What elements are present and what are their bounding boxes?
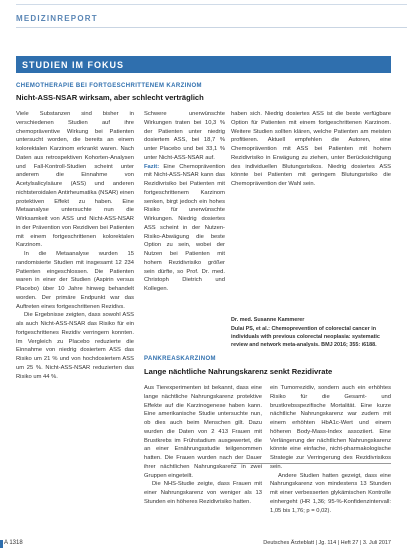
- top-rule: [16, 4, 407, 5]
- article1-col3-para1: haben sich. Niedrig dosiertes ASS ist die beste verfügbare Option für Patienten mit einem fortgeschrittenen Karzinom. Weitere Studien sollten klären, welche Patienten am meisten profitieren. Aktuell empfehlen die Autoren, eine Chemoprävention mit ASS bei Patienten mit hohem Rezidivrisiko in Erwägung zu ziehen, unter Berücksichtigung des individuellen Blutungsrisikos. Niedrig dosiertes ASS könnte bei Patienten mit geringem Blutungsrisiko die Chemoprävention der Wahl sein.: [231, 111, 391, 187]
- article1-col1-para2: In die Metaanalyse wurden 15 randomisierte Studien mit insgesamt 12 234 Patienten eingeschlossen. Die Patienten waren in einer der Studien (Aspirin versus Placebo) über 10 Jahre hinweg behandelt worden. Der primäre Endpunkt war das Auftreten eines fortgeschrittenen Rezidivs.: [16, 251, 134, 310]
- article2-col1-para2: Die NHS-Studie zeigte, dass Frauen mit einer Nahrungskarenz von weniger als 13 Stunden ein höheres Rezidivrisiko hatten.: [144, 481, 262, 505]
- article1-column1: [16, 110, 134, 530]
- article2-kicker: PANKREASKARZINOM: [144, 356, 216, 362]
- article2-col1-para1: Aus Tierexperimenten ist bekannt, dass eine lange nächtliche Nahrungskarenz protektive Effekte auf die Karzinogenese haben kann. Eine amerikanische Studie untersuchte nun, ob dies auch beim Menschen gilt. Dazu wurden die Daten von 2 413 Frauen mit Brustkrebs im Frühstadium ausgewertet, die an einer Ernährungsstudie teilgenommen hatten. Die Frauen wurden nach der Dauer ihrer nächtlichen Nahrungskarenz in zwei Gruppen eingeteilt.: [144, 385, 262, 479]
- article1-column2: [144, 110, 225, 292]
- article1-author: Dr. med. Susanne Kammerer: [231, 317, 305, 323]
- page-number: A 1318: [4, 540, 23, 546]
- section-divider: [16, 27, 407, 28]
- section-label: MEDIZINREPORT: [16, 14, 98, 23]
- article1-col1-para1: Viele Substanzen sind bisher in verschiedenen Studien auf ihre chemopräventive Wirkung bei Patienten untersucht worden, die bereits an einem kolorektalen Karzinom erkrankt waren. Nach Daten aus retrospektiven Kohorten-Analysen und Fall-Kontroll-Studien scheint unter anderem die Einnahme von Acetylsalicylsäure (ASS) und anderen nichtsteroidalen Antirheumatika (NSAR) einen protektiven Effekt zu haben. Eine Metaanalyse untersuchte nun die Wirksamkeit von ASS und Nicht-ASS-NSAR in der Prävention von Rezidiven bei Patienten mit einem fortgeschrittenen kolorektalen Karzinom.: [16, 111, 134, 249]
- article1-citation: Dulai PS, et al.: Chemoprevention of colorectal cancer in individuals with previous colorectal neoplasia: systematic review and network meta-analysis. BMJ 2016; 355: i6188.: [231, 326, 380, 348]
- fazit-label: Fazit:: [144, 163, 160, 170]
- article2-col2-para1: ein Tumorrezidiv, sondern auch ein erhöhtes Risiko für die Gesamt- und brustkrebsspezifische Mortalität. Eine kurze nächtliche Nahrungskarenz war zudem mit einem erhöhten HbA1c-Wert und einem höheren Body-Mass-Index assoziiert. Eine Verlängerung der nächtlichen Nahrungskarenz könnte eine einfache, nicht-pharmakologische Strategie zur Verringerung des Rezidivrisikos sein.: [270, 385, 391, 470]
- article2-column2: [270, 384, 391, 534]
- topic-title: STUDIEN IM FOKUS: [22, 60, 125, 70]
- article1-col2-para2: Eine Chemoprävention mit Nicht-ASS-NSAR kann das Rezidivrisiko bei Patienten mit fortgeschrittenem Karzinom senken, birgt jedoch ein hohes Risiko für unerwünschte Wirkungen. Niedrig dosiertes ASS scheint in der Nutzen-Risiko-Abwägung die beste Option zu sein, wobei der Nutzen bei Patienten mit hohem Rezidivrisiko größer sein dürfte, so Prof. Dr. med. Christoph Dietrich und Kollegen.: [144, 163, 225, 292]
- page-number-marker: [0, 540, 3, 548]
- article1-headline: Nicht-ASS-NSAR wirksam, aber schlecht verträglich: [16, 93, 204, 102]
- article2-column1: [144, 384, 262, 534]
- journal-footer: Deutsches Ärzteblatt | Jg. 114 | Heft 27 | 3. Juli 2017: [263, 540, 391, 546]
- article2-col2-para2: Andere Studien hatten gezeigt, dass eine Nahrungskarenz von mindestens 13 Stunden mit einer verbesserten glykämischen Kontrolle einhergeht (HR 1,36; 95-%-Konfidenzintervall: 1,05 bis 1,76; p = 0,02).: [270, 472, 391, 514]
- article1-col2-para1: Schwere unerwünschte Wirkungen traten bei 10,3 % der Patienten unter niedrig dosiertem ASS, bei 18,7 % unter Placebo und bei 33,1 % unter Nicht-ASS-NSAR auf.: [144, 111, 225, 161]
- article1-col1-para3: Die Ergebnisse zeigten, dass sowohl ASS als auch Nicht-ASS-NSAR das Risiko für ein fortgeschrittenes Rezidiv verringern konnten. Im Vergleich zu Placebo reduzierte die Einnahme von niedrig dosiertem ASS das Risiko um 21 % und von hochdosiertem ASS um 25 %. Nicht-ASS-NSAR reduzierten das Risiko um 44 %.: [16, 312, 134, 380]
- article2-headline: Lange nächtliche Nahrungskarenz senkt Rezidivrate: [144, 367, 333, 376]
- article1-kicker: CHEMOTHERAPIE BEI FORTGESCHRITTENEM KARZINOM: [16, 83, 202, 89]
